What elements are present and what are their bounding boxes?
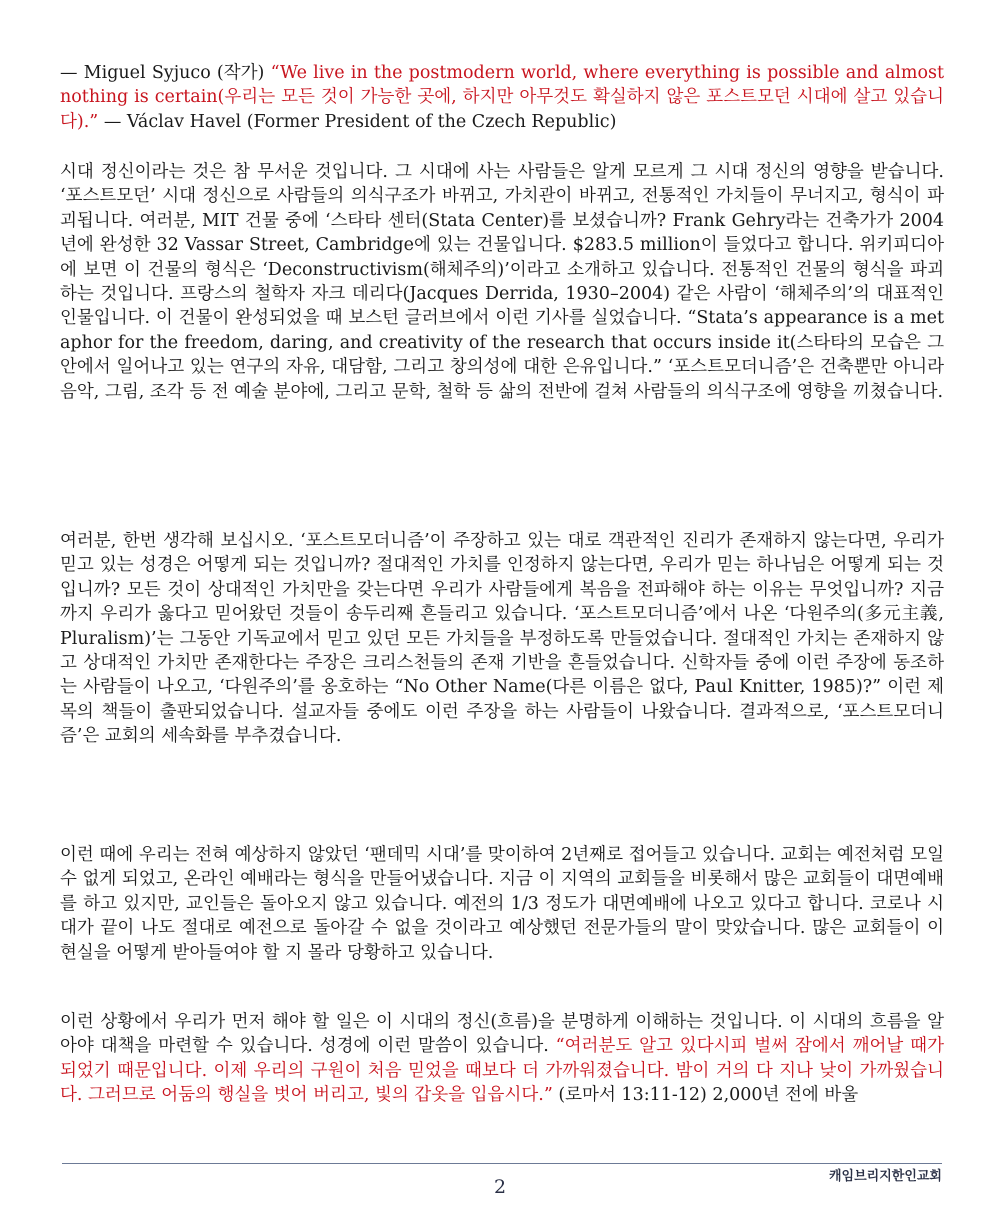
romans-quote: “여러분도 알고 있다시피 벌써 잠에서 깨어날 때가 되었기 때문입니다. 이제 우리의 구원이 처음 믿었을 때보다 더 가까워졌습니다. 밤이 거의 다 지나 낮이 가까웠습니다. 그러므로 어둠의 행실을 벗어 버리고, 빛의 갑옷을 입읍시다.”: [60, 1036, 944, 1106]
paragraph-romans: [60, 1010, 944, 1108]
paragraph-pluralism: [60, 529, 944, 749]
paragraph-pandemic: [60, 843, 944, 965]
epigraph-attribution-syjuco: — Miguel Syjuco (작가): [60, 63, 271, 83]
epigraph-attribution-havel: — Václav Havel (Former President of the Czech Republic): [98, 111, 617, 132]
page-number: 2: [493, 1176, 507, 1198]
havel-quote: “We live in the postmodern world, where everything is possible and almost nothing is certain(우리는 모든 것이 가능한 곳에, 하지만 아무것도 확실하지 않은 포스트모던 시대에 살고 있습니다).”: [60, 63, 944, 132]
footer-divider: [62, 1163, 942, 1164]
paragraph-zeitgeist: [60, 160, 944, 404]
paragraph-epigraph: [60, 61, 944, 134]
paragraph-text: 이런 상황에서 우리가 먼저 해야 할 일은 이 시대의 정신(흐름)을 분명하게 이해하는 것입니다. 이 시대의 흐름을 알아야 대책을 마련할 수 있습니다. 성경에 이런 말씀이 있습니다.: [60, 1012, 944, 1057]
paragraph-text: 여러분, 한번 생각해 보십시오. ‘포스트모더니즘’이 주장하고 있는 대로 객관적인 진리가 존재하지 않는다면, 우리가 믿고 있는 성경은 어떻게 되는 것입니까? 절대적인 가치를 인정하지 않는다면, 우리가 믿는 하나님은 어떻게 되는 것입니까? 모든 것이 상대적인 가치만을 갖는다면 우리가 사람들에게 복음을 전파해야 하는 이유는 무엇입니까? 지금까지 우리가 옳다고 믿어왔던 것들이 송두리째 흔들리고 있습니다. ‘포스트모더니즘’에서 나온 ‘다원주의(多元主義, Pluralism)’는 그동안 기독교에서 믿고 있던 모든 가치들을 부정하도록 만들었습니다. 절대적인 가치는 존재하지 않고 상대적인 가치만 존재한다는 주장은 크리스천들의 존재 기반을 흔들었습니다. 신학자들 중에 이런 주장에 동조하는 사람들이 나오고, ‘다원주의’를 옹호하는 “No Other Name(다른 이름은 없다, Paul Knitter, 1985)?” 이런 제목의 책들이 출판되었습니다. 설교자들 중에도 이런 주장을 하는 사람들이 나왔습니다. 결과적으로, ‘포스트모더니즘’은 교회의 세속화를 부추겼습니다.: [60, 531, 944, 747]
paragraph-text: 이런 때에 우리는 전혀 예상하지 않았던 ‘팬데믹 시대’를 맞이하여 2년째로 접어들고 있습니다. 교회는 예전처럼 모일 수 없게 되었고, 온라인 예배라는 형식을 만들어냈습니다. 지금 이 지역의 교회들을 비롯해서 많은 교회들이 대면예배를 하고 있지만, 교인들은 돌아오지 않고 있습니다. 예전의 1/3 정도가 대면예배에 나오고 있다고 합니다. 코로나 시대가 끝이 나도 절대로 예전으로 돌아갈 수 없을 것이라고 예상했던 전문가들의 말이 맞았습니다. 많은 교회들이 이 현실을 어떻게 받아들여야 할 지 몰라 당황하고 있습니다.: [60, 845, 944, 963]
footer-church-name: 캐임브리지한인교회: [828, 1169, 942, 1184]
paragraph-text: 시대 정신이라는 것은 참 무서운 것입니다. 그 시대에 사는 사람들은 알게 모르게 그 시대 정신의 영향을 받습니다. ‘포스트모던’ 시대 정신으로 사람들의 의식구조가 바뀌고, 가치관이 바뀌고, 전통적인 가치들이 무너지고, 형식이 파괴됩니다. 여러분, MIT 건물 중에 ‘스타타 센터(Stata Center)를 보셨습니까? Frank Gehry라는 건축가가 2004년에 완성한 32 Vassar Street, Cambridge에 있는 건물입니다. $283.5 million이 들었다고 합니다. 위키피디아에 보면 이 건물의 형식은 ‘Deconstructivism(해체주의)’이라고 소개하고 있습니다. 전통적인 건물의 형식을 파괴하는 것입니다. 프랑스의 철학자 자크 데리다(Jacques Derrida, 1930–2004) 같은 사람이 ‘해체주의’의 대표적인 인물입니다. 이 건물이 완성되었을 때 보스턴 글러브에서 이런 기사를 실었습니다. “Stata’s appearance is a metaphor for the freedom, daring, and creativity of the research that occurs inside it(스타타의 모습은 그 안에서 일어나고 있는 연구의 자유, 대담함, 그리고 창의성에 대한 은유입니다.” ‘포스트모더니즘’은 건축뿐만 아니라 음악, 그림, 조각 등 전 예술 분야에, 그리고 문학, 철학 등 삶의 전반에 걸쳐 사람들의 의식구조에 영향을 끼쳤습니다.: [60, 162, 944, 402]
scripture-reference: (로마서 13:11-12) 2,000년 전에 바울: [552, 1085, 859, 1106]
